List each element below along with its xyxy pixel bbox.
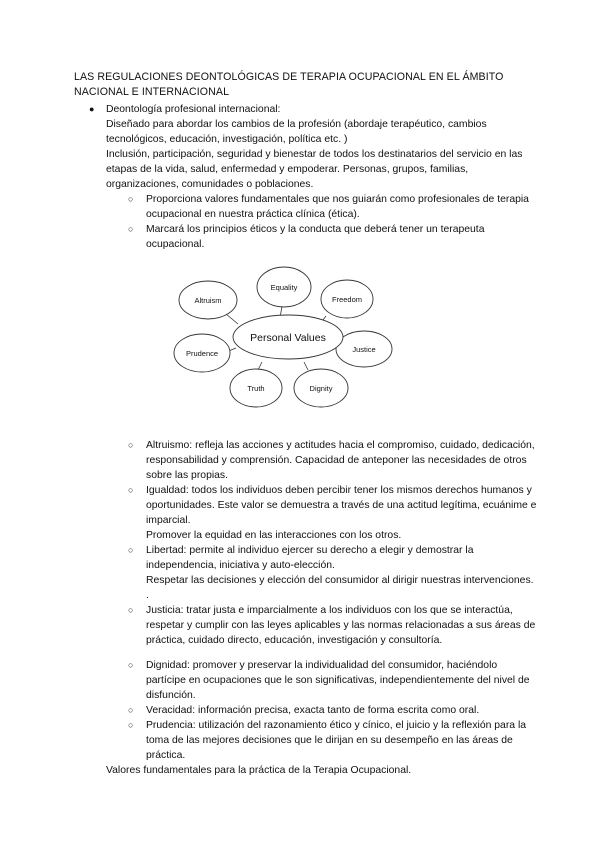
- value-item-altruismo: Altruismo: refleja las acciones y actitudes hacia el compromiso, cuidado, dedicación, responsabilidad y comprensión. Capacidad de anteponer las necesidades de otros sobre las propias.: [146, 440, 535, 482]
- sub-bullet-circle: ○: [128, 440, 134, 450]
- center-label: Personal Values: [250, 332, 326, 344]
- section-heading: Deontología profesional internacional:: [106, 104, 281, 115]
- value-item-igualdad-extra: Promover la equidad en las interacciones con los otros.: [146, 530, 402, 541]
- section-paragraph: Inclusión, participación, seguridad y bienestar de todos los destinatarios del servicio en las etapas de la vida, salud, enfermedad y empoderar. Personas, grupos, familias, organizaciones, comunidades o poblaciones.: [106, 149, 523, 191]
- bullet-dot: ●: [89, 104, 95, 114]
- value-item-justicia: Justicia: tratar justa e imparcialmente a los individuos con los que se interactúa, respetar y cumplir con las leyes aplicables y las normas relacionadas a sus áreas de práctica, cuidado directo, educación, investigación y consultoría.: [146, 605, 536, 647]
- sub-item: Proporciona valores fundamentales que nos guiarán como profesionales de terapia ocupacional en nuestra práctica clínica (ética).: [146, 194, 529, 221]
- personal-values-diagram: [168, 258, 400, 410]
- value-item-libertad: Libertad: permite al individuo ejercer su derecho a elegir y demostrar la independencia, iniciativa y auto-elección.: [146, 545, 474, 572]
- justice-label: Justice: [352, 345, 376, 354]
- value-item-dignidad: Dignidad: promover y preservar la individualidad del consumidor, haciéndolo partícipe en ocupaciones que le son significativas, independientemente del nivel de disfunción.: [146, 660, 530, 702]
- dignity-label: Dignity: [309, 384, 333, 393]
- altruism-label: Altruism: [194, 296, 222, 305]
- value-item-prudencia: Prudencia: utilización del razonamiento ético y cínico, el juicio y la reflexión para la toma de las mejores decisiones que le dirijan en su desempeño en las áreas de práctica.: [146, 720, 527, 762]
- equality-label: Equality: [270, 283, 298, 292]
- value-item-igualdad: Igualdad: todos los individuos deben percibir tener los mismos derechos humanos y oportunidades. Este valor se demuestra a través de una actitud legítima, ecuánime e imparcial.: [146, 485, 537, 527]
- document-title: LAS REGULACIONES DEONTOLÓGICAS DE TERAPIA OCUPACIONAL EN EL ÁMBITO NACIONAL E INTERNACIONAL: [74, 71, 504, 99]
- sub-bullet-circle: ○: [128, 720, 134, 730]
- connector-line: [304, 362, 308, 370]
- prudence-label: Prudence: [185, 349, 219, 358]
- section-paragraph: Diseñado para abordar los cambios de la profesión (abordaje terapéutico, cambios tecnológicos, educación, investigación, política etc. ): [106, 119, 487, 146]
- sub-bullet-circle: ○: [128, 545, 134, 555]
- sub-bullet-circle: ○: [128, 485, 134, 495]
- sub-bullet-circle: ○: [128, 194, 134, 204]
- freedom-label: Freedom: [331, 295, 363, 304]
- connector-line: [226, 314, 238, 324]
- sub-bullet-circle: ○: [128, 605, 134, 615]
- sub-bullet-circle: ○: [128, 224, 134, 234]
- truth-label: Truth: [247, 384, 265, 393]
- sub-bullet-circle: ○: [128, 660, 134, 670]
- closing-line: Valores fundamentales para la práctica de la Terapia Ocupacional.: [106, 765, 412, 776]
- sub-item: Marcará los principios éticos y la conducta que deberá tener un terapeuta ocupacional.: [146, 224, 485, 251]
- value-item-libertad-extra: Respetar las decisiones y elección del consumidor al dirigir nuestras intervenciones. .: [146, 575, 534, 602]
- value-item-veracidad: Veracidad: información precisa, exacta tanto de forma escrita como oral.: [146, 705, 480, 716]
- sub-bullet-circle: ○: [128, 705, 134, 715]
